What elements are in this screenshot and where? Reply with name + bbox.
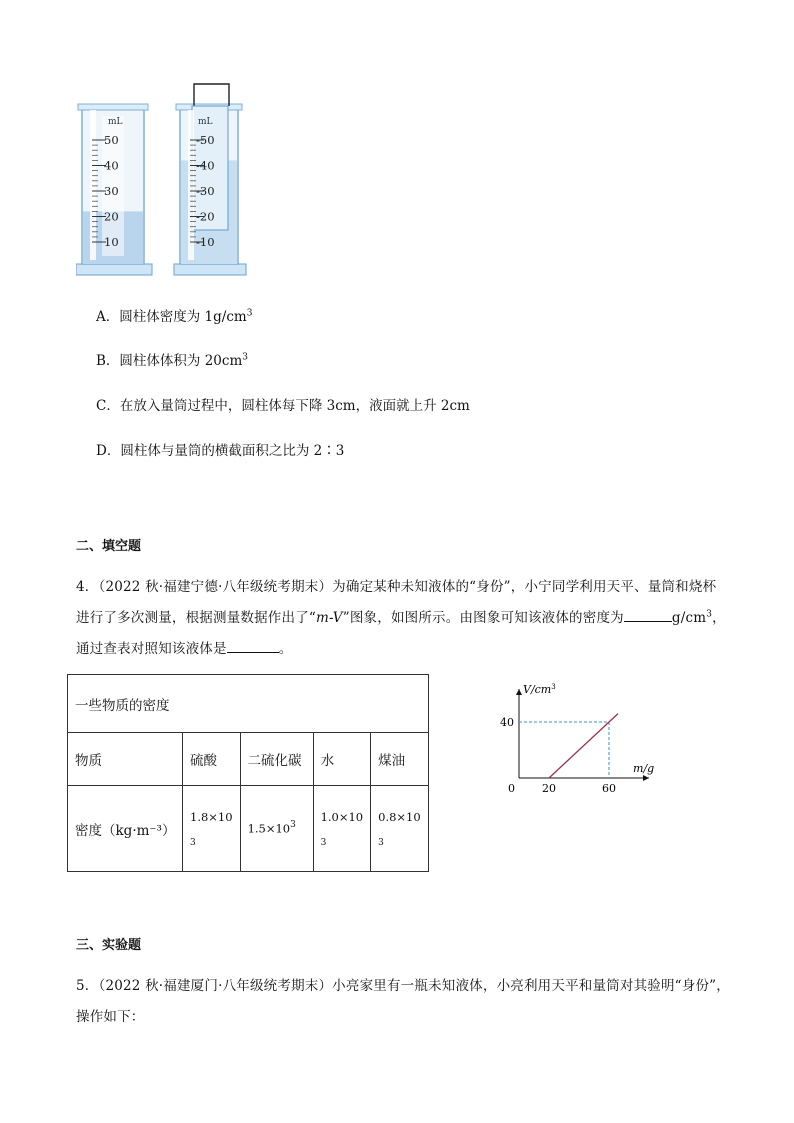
hanging-string	[194, 84, 229, 106]
left-cylinder	[76, 104, 152, 275]
left-scale-tick-label: 50	[104, 133, 119, 147]
table-header-cell: 物质	[68, 733, 183, 786]
right-scale-tick-label: -10	[196, 235, 215, 249]
left-scale-tick-label: 40	[104, 158, 119, 173]
value-mantissa: 0.8×10	[378, 809, 421, 824]
option-c-text: C．在放入量筒过程中，圆柱体每下降 3cm，液面就上升 2cm	[96, 398, 470, 414]
option-d[interactable]	[96, 439, 344, 459]
value-mantissa: 1.0×10	[320, 809, 364, 824]
section-experiment-title: 三、实验题	[76, 938, 142, 953]
option-c[interactable]	[96, 394, 470, 414]
value-mantissa: 1.5×10	[247, 821, 291, 836]
y-axis-label: $V/cm^3$	[523, 683, 556, 696]
left-unit-label: mL	[108, 117, 123, 127]
density-table	[67, 674, 429, 872]
q4-line-3	[76, 637, 292, 657]
right-unit-label: mL	[198, 117, 213, 127]
q4-line-3-end: 。	[278, 641, 293, 657]
right-scale-tick-label: -40	[196, 158, 215, 173]
table-value-cell	[183, 786, 241, 872]
value-exponent: 3	[378, 837, 384, 848]
x-axis-label: m/g	[633, 762, 655, 775]
table-caption-row	[68, 675, 429, 733]
q4-mv-label: m-V	[316, 610, 343, 626]
series-line	[549, 714, 618, 778]
table-caption: 一些物质的密度	[68, 675, 429, 733]
q4-line-2-text-a: 进行了多次测量，根据测量数据作出了“	[76, 610, 317, 626]
right-scale-tick-label: -20	[196, 209, 215, 224]
m-v-chart	[495, 672, 670, 797]
table-value-cell	[371, 786, 429, 872]
q4-density-unit-sup: 3	[706, 609, 713, 620]
q4-line-2	[76, 606, 726, 626]
y-tick-label: 40	[500, 716, 514, 729]
table-value-cell	[240, 786, 313, 872]
table-header-cell: 硫酸	[183, 733, 241, 786]
q4-density-blank[interactable]	[624, 607, 672, 622]
q4-density-unit: g/cm	[671, 610, 707, 626]
q5-line-2: 操作如下：	[76, 1009, 145, 1025]
table-header-cell: 水	[313, 733, 371, 786]
option-d-text: D．圆柱体与量筒的横截面积之比为 2∶3	[96, 443, 345, 459]
value-exponent: 3	[320, 837, 327, 848]
left-scale-tick-label: 10	[104, 235, 119, 249]
q4-line-1	[76, 575, 716, 595]
x-tick-label: 20	[542, 782, 556, 795]
value-mantissa: 1.8×10	[190, 809, 233, 824]
option-b[interactable]	[96, 349, 248, 369]
left-scale-tick-label: 30	[104, 184, 119, 198]
table-header-cell: 二硫化碳	[240, 733, 313, 786]
graduated-cylinders-figure	[76, 80, 256, 280]
q5-line-1: 5．（2022 秋·福建厦门·八年级统考期末）小亮家里有一瓶未知液体，小亮利用天平和量筒对其验明“身份”，	[76, 978, 730, 994]
table-row-label: 密度（kg·m⁻³）	[68, 786, 183, 872]
q4-line-1-text: 4．（2022 秋·福建宁德·八年级统考期末）为确定某种未知液体的“身份”，小宁同学利用天平、量筒和烧杯	[76, 579, 717, 595]
table-header-row	[68, 733, 429, 786]
origin-label: 0	[508, 782, 515, 795]
value-exponent: 3	[190, 837, 196, 848]
q4-line-3-text: 通过查表对照知该液体是	[76, 641, 227, 657]
y-axis-arrow	[516, 689, 522, 695]
table-density-row	[68, 786, 429, 872]
value-exponent: 3	[290, 820, 296, 831]
section-fill-in-title: 二、填空题	[76, 539, 142, 554]
option-a[interactable]	[96, 305, 252, 325]
option-a-sup: 3	[246, 308, 253, 319]
x-tick-label: 60	[602, 782, 616, 795]
table-header-cell: 煤油	[371, 733, 429, 786]
right-scale-tick-label: -50	[196, 133, 215, 147]
right-scale-tick-label: -30	[196, 184, 215, 198]
x-axis-arrow	[643, 775, 649, 781]
q4-liquid-blank[interactable]	[227, 638, 279, 653]
q4-line-2-text-b: ”图象，如图所示。由图象可知该液体的密度为	[342, 610, 624, 626]
table-value-cell	[313, 786, 371, 872]
q4-line-2-end: ，	[712, 610, 726, 626]
right-cylinder	[174, 84, 246, 275]
option-b-text: B．圆柱体体积为 20cm	[96, 353, 243, 369]
option-a-text: A．圆柱体密度为 1g/cm	[96, 309, 247, 325]
left-scale-tick-label: 20	[104, 209, 119, 224]
option-b-sup: 3	[242, 352, 248, 363]
